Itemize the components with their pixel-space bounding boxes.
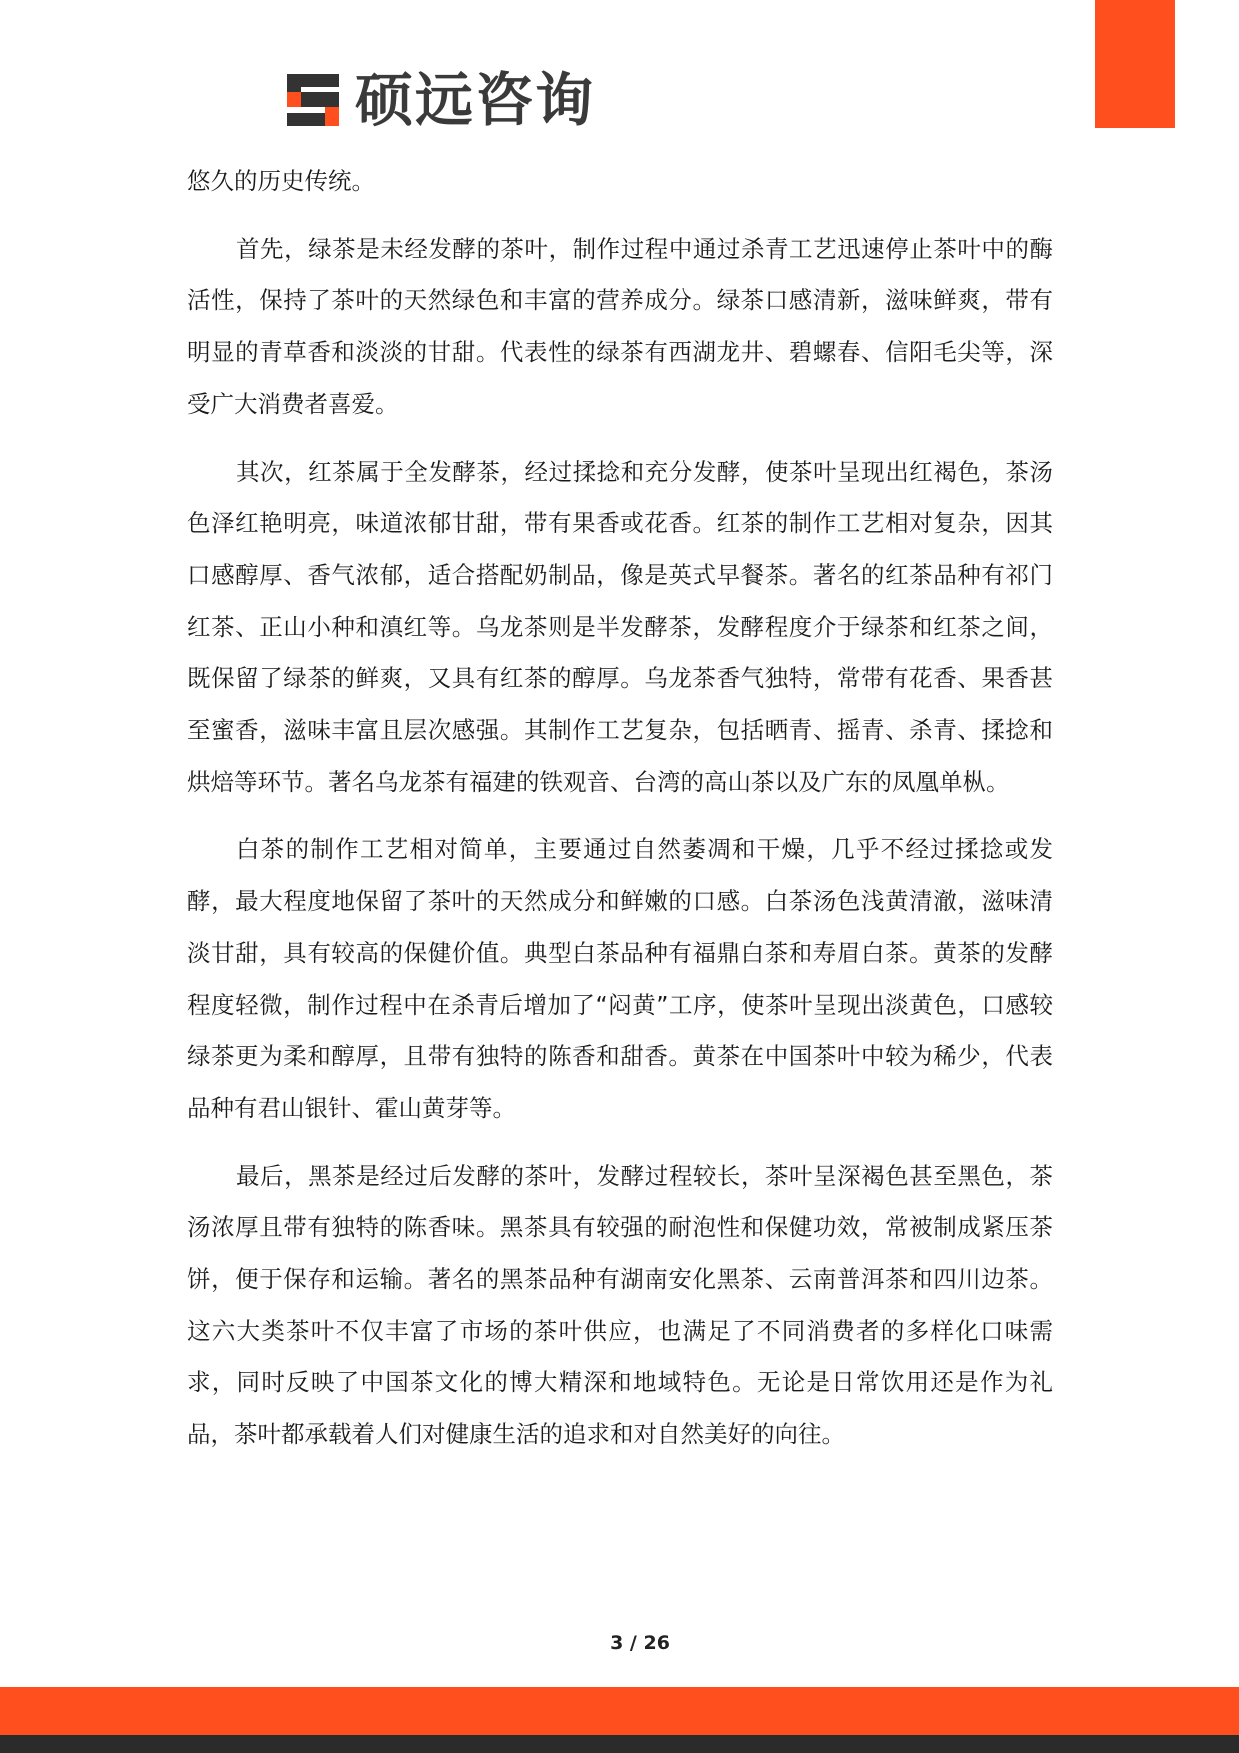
company-logo bbox=[283, 66, 596, 134]
footer-dark-rule bbox=[0, 1735, 1239, 1753]
body-paragraph: 悠久的历史传统。 bbox=[187, 167, 375, 195]
logo-text: 硕远咨询 bbox=[355, 66, 596, 134]
body-paragraph: 白茶的制作工艺相对简单，主要通过自然萎凋和干燥，几乎不经过揉捻或发酵，最大程度地保留了茶叶的天然成分和鲜嫩的口感。白茶汤色浅黄清澈，滋味清淡甘甜，具有较高的保健价值。典型白茶品种有福鼎白茶和寿眉白茶。黄茶的发酵程度轻微，制作过程中在杀青后增加了“闷黄”工序，使茶叶呈现出淡黄色，口感较绿茶更为柔和醇厚，且带有独特的陈香和甜香。黄茶在中国茶叶中较为稀少，代表品种有君山银针、霍山黄芽等。 bbox=[187, 835, 1053, 1122]
document-body bbox=[187, 156, 1053, 1477]
page-number: 3 / 26 bbox=[610, 1632, 670, 1654]
body-paragraph: 其次，红茶属于全发酵茶，经过揉捻和充分发酵，使茶叶呈现出红褐色，茶汤色泽红艳明亮，味道浓郁甘甜，带有果香或花香。红茶的制作工艺相对复杂，因其口感醇厚、香气浓郁，适合搭配奶制品，像是英式早餐茶。著名的红茶品种有祁门红茶、正山小种和滇红等。乌龙茶则是半发酵茶，发酵程度介于绿茶和红茶之间，既保留了绿茶的鲜爽，又具有红茶的醇厚。乌龙茶香气独特，常带有花香、果香甚至蜜香，滋味丰富且层次感强。其制作工艺复杂，包括晒青、摇青、杀青、揉捻和烘焙等环节。著名乌龙茶有福建的铁观音、台湾的高山茶以及广东的凤凰单枞。 bbox=[187, 457, 1053, 796]
header-accent-block bbox=[1095, 0, 1175, 128]
footer-accent-band bbox=[0, 1687, 1239, 1735]
body-paragraph: 最后，黑茶是经过后发酵的茶叶，发酵过程较长，茶叶呈深褐色甚至黑色，茶汤浓厚且带有独特的陈香味。黑茶具有较强的耐泡性和保健功效，常被制成紧压茶饼，便于保存和运输。著名的黑茶品种有湖南安化黑茶、云南普洱茶和四川边茶。这六大类茶叶不仅丰富了市场的茶叶供应，也满足了不同消费者的多样化口味需求，同时反映了中国茶文化的博大精深和地域特色。无论是日常饮用还是作为礼品，茶叶都承载着人们对健康生活的追求和对自然美好的向往。 bbox=[187, 1161, 1053, 1449]
body-paragraph: 首先，绿茶是未经发酵的茶叶，制作过程中通过杀青工艺迅速停止茶叶中的酶活性，保持了茶叶的天然绿色和丰富的营养成分。绿茶口感清新，滋味鲜爽，带有明显的青草香和淡淡的甘甜。代表性的绿茶有西湖龙井、碧螺春、信阳毛尖等，深受广大消费者喜爱。 bbox=[187, 234, 1053, 418]
logo-mark-icon bbox=[283, 70, 343, 130]
